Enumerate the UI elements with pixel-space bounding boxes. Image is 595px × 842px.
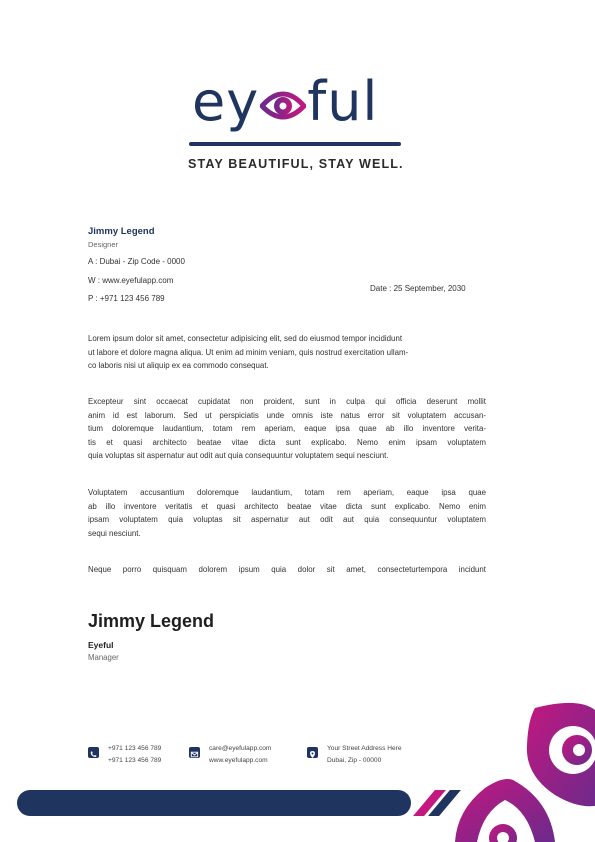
eye-icon	[455, 779, 555, 842]
footer-email[interactable]: care@eyefulapp.com	[209, 745, 272, 752]
footer-web[interactable]: www.eyefulapp.com	[209, 757, 268, 764]
logo-text-ful: ful	[307, 70, 379, 133]
footer-phones	[108, 743, 161, 767]
eye-icon	[260, 84, 306, 124]
body-line: ipsam voluptatem quia voluptas sit aspernatur aut odit aut quia consequuntur voluptatem	[88, 515, 486, 525]
footer-phone-2: +971 123 456 789	[108, 757, 162, 764]
signature-title: Manager	[88, 653, 119, 662]
logo-text-ey: ey	[192, 70, 260, 133]
body-line: sequi nesciunt.	[88, 528, 141, 538]
footer-phone-1: +971 123 456 789	[108, 745, 162, 752]
signature-name: Jimmy Legend	[88, 611, 215, 631]
corner-decoration	[455, 700, 595, 842]
body-line: ut labore et dolore magna aliqua. Ut enim ad minim veniam, quis nostrud exercitation ullam-	[88, 347, 409, 357]
mail-icon	[189, 747, 200, 758]
location-pin-icon	[307, 747, 318, 758]
signature-company: Eyeful	[88, 640, 114, 650]
body-line: tis et quasi architecto beatae vitae dicta sunt explicabo. Nemo enim ipsam voluptatem	[88, 437, 486, 447]
body-paragraph-3	[88, 486, 486, 540]
body-line: Neque porro quisquam dolorem ipsum quia dolor sit amet, consecteturtempora incidunt	[88, 565, 486, 574]
body-line: co laboris nisi ut aliquip ex ea commodo consequat.	[88, 361, 269, 371]
logo-wordmark	[192, 72, 378, 132]
body-paragraph-2	[88, 395, 486, 463]
phone-icon	[88, 747, 99, 758]
sender-website: W : www.eyefulapp.com	[88, 276, 174, 285]
sender-address: A : Dubai - Zip Code - 0000	[88, 257, 185, 266]
footer-address	[327, 743, 402, 767]
body-line: quia voluptas sit aspernatur aut odit aut quia consequuntur voluptatem sequi nesciunt.	[88, 451, 389, 461]
letter-date: Date : 25 September, 2030	[370, 284, 466, 293]
footer-address-1: Your Street Address Here	[327, 745, 402, 752]
eye-icon	[527, 703, 595, 806]
footer-contact	[209, 743, 271, 767]
body-line: anim id est laborum. Sed ut perspiciatis unde omnis iste natus error sit voluptatem accusan-	[88, 410, 486, 420]
body-line: Voluptatem accusantium doloremque laudantium, totam rem aperiam, eaque ipsa quae	[88, 488, 486, 497]
body-paragraph-4	[88, 563, 486, 577]
body-line: tium doloremque laudantium, totam rem aperiam, eaque ipsa quae ab illo inventore verita-	[88, 424, 486, 434]
footer-bar	[17, 790, 411, 816]
body-line: Excepteur sint occaecat cupidatat non proident, sunt in culpa qui officia deserunt mollit	[88, 397, 486, 406]
sender-name: Jimmy Legend	[88, 226, 155, 237]
body-paragraph-1	[88, 332, 486, 373]
body-line: ab illo inventore veritatis et quasi architecto beatae vitae dicta sunt explicabo. Nemo enim	[88, 501, 486, 511]
tagline: STAY BEAUTIFUL, STAY WELL.	[188, 157, 404, 171]
logo-underline	[189, 142, 401, 146]
sender-role: Designer	[88, 240, 119, 249]
body-line: Lorem ipsum dolor sit amet, consectetur adipisicing elit, sed do eiusmod tempor incididunt	[88, 334, 403, 343]
sender-phone: P : +971 123 456 789	[88, 294, 165, 303]
footer-address-2: Dubai, Zip - 00000	[327, 757, 382, 764]
